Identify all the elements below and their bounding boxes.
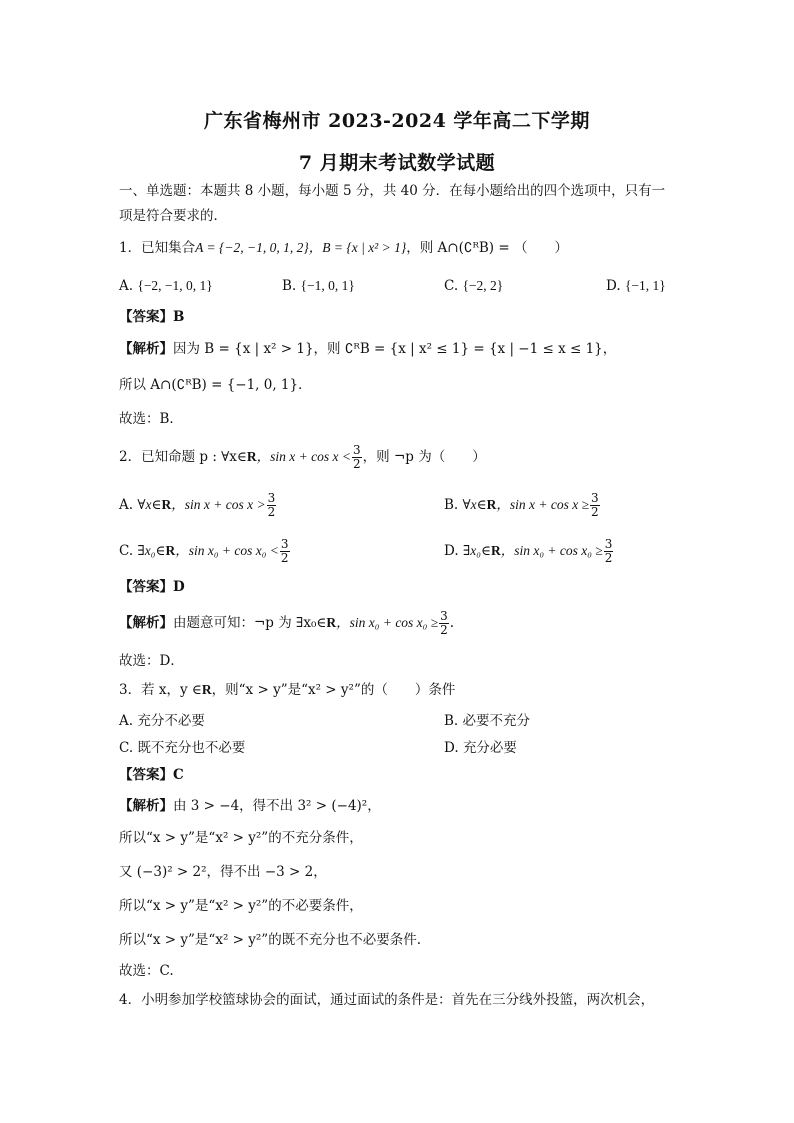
q1-set-b: ，B = {x | x² > 1} xyxy=(308,240,407,255)
quantifier: ∀x∈ xyxy=(462,497,487,512)
q2-option-b xyxy=(444,492,601,519)
option-text: 既不充分也不必要 xyxy=(137,740,246,756)
q3-answer: 【答案】C xyxy=(119,767,184,783)
document-title-line2: 7 月期末考试数学试题 xyxy=(298,152,496,174)
numerator: 3 xyxy=(591,491,599,505)
q1-option-b xyxy=(282,276,355,296)
q3-stem-part1: 3．若 x，y ∈ xyxy=(119,682,202,698)
denominator: 2 xyxy=(440,623,448,637)
option-key: A. xyxy=(119,278,134,294)
q3-option-a xyxy=(119,711,205,731)
option-key: C. xyxy=(444,278,459,294)
quantifier: ∀x∈ xyxy=(137,497,162,512)
option-key: D. xyxy=(444,543,459,559)
q2-analysis xyxy=(119,610,454,637)
q2-stem-prefix: 2．已知命题 p : ∀x∈ xyxy=(119,449,247,465)
real-set-symbol: R xyxy=(161,497,172,512)
q3-analysis-4: 所以“x > y”是“x² > y²”的不必要条件， xyxy=(119,898,363,914)
q1-option-c xyxy=(444,276,503,296)
numerator: 3 xyxy=(280,537,289,551)
quantifier: ∃x₀∈ xyxy=(137,543,166,558)
denominator: 2 xyxy=(280,551,289,565)
numerator: 3 xyxy=(604,537,613,551)
q3-stem xyxy=(119,680,455,700)
option-text: {−1, 0, 1} xyxy=(300,278,355,293)
denominator: 2 xyxy=(353,457,361,471)
q2-option-c xyxy=(119,538,291,565)
real-set-symbol: R xyxy=(486,497,497,512)
q1-option-d xyxy=(606,276,666,296)
q1-stem xyxy=(119,238,568,258)
option-text: {−1, 1} xyxy=(624,278,666,293)
fraction xyxy=(590,492,600,519)
analysis-label: 【解析】 xyxy=(119,615,173,631)
option-key: D. xyxy=(606,278,621,294)
option-expression: ，sin x₀ + cos x₀ ≥ xyxy=(500,543,603,558)
fraction xyxy=(439,610,449,637)
q3-analysis-1 xyxy=(119,796,381,816)
q2-option-d xyxy=(444,538,614,565)
q1-ask: ，则 A∩(∁ᴿB) = （ ） xyxy=(406,240,568,256)
q4-stem: 4．小明参加学校篮球协会的面试，通过面试的条件是：首先在三分线外投篮，两次机会， xyxy=(119,992,655,1008)
fraction xyxy=(280,538,290,565)
denominator: 2 xyxy=(591,505,599,519)
real-set-symbol: R xyxy=(201,682,212,697)
q1-conclusion: 故选：B． xyxy=(119,411,183,427)
option-expression: ，sin x + cos x ≥ xyxy=(496,497,590,512)
option-text: 充分必要 xyxy=(462,740,517,756)
fraction xyxy=(352,444,362,471)
q2-conclusion: 故选：D． xyxy=(119,653,184,669)
q1-stem-prefix: 1．已知集合 xyxy=(119,240,196,256)
option-expression: ，sin x₀ + cos x₀ < xyxy=(175,543,279,558)
option-text: {−2, −1, 0, 1} xyxy=(137,278,213,293)
q3-option-b xyxy=(444,711,530,731)
real-set-symbol: R xyxy=(165,543,176,558)
option-text: 充分不必要 xyxy=(137,713,205,729)
q1-option-a xyxy=(119,276,213,296)
analysis-text: 由 3 > −4，得不出 3² > (−4)²， xyxy=(173,798,381,814)
option-key: C. xyxy=(119,543,134,559)
analysis-expression: ，sin x₀ + cos x₀ ≥ xyxy=(336,615,439,630)
q1-set-a: A = {−2, −1, 0, 1, 2} xyxy=(195,240,309,255)
fraction xyxy=(604,538,614,565)
q2-stem xyxy=(119,444,486,471)
quantifier: ∃x₀∈ xyxy=(462,543,491,558)
q1-analysis-2: 所以 A∩(∁ᴿB) = {−1, 0, 1}． xyxy=(119,377,312,393)
real-set-symbol: R xyxy=(490,543,501,558)
section-intro-line1: 一、单选题：本题共 8 小题，每小题 5 分，共 40 分．在每小题给出的四个选项中，只有一 xyxy=(119,183,666,199)
q3-option-c xyxy=(119,738,245,758)
denominator: 2 xyxy=(267,505,276,519)
fraction xyxy=(267,492,277,519)
option-text: {−2, 2} xyxy=(462,278,504,293)
option-key: D. xyxy=(444,740,459,756)
q2-stem-mid: ，sin x + cos x < xyxy=(256,449,352,464)
option-key: A. xyxy=(119,713,134,729)
denominator: 2 xyxy=(604,551,613,565)
analysis-label: 【解析】 xyxy=(119,798,173,814)
option-key: B. xyxy=(444,497,459,513)
q3-analysis-5: 所以“x > y”是“x² > y²”的既不充分也不必要条件. xyxy=(119,932,421,948)
q1-answer: 【答案】B xyxy=(119,309,185,325)
q3-option-d xyxy=(444,738,517,758)
q1-analysis-1 xyxy=(119,339,616,359)
q3-conclusion: 故选：C. xyxy=(119,963,174,979)
analysis-text: 由题意可知：¬p 为 ∃x₀∈ xyxy=(173,615,327,631)
period: . xyxy=(449,615,455,631)
option-key: B. xyxy=(444,713,459,729)
option-key: B. xyxy=(282,278,297,294)
numerator: 3 xyxy=(440,609,448,623)
document-title-line1: 广东省梅州市 2023-2024 学年高二下学期 xyxy=(204,110,590,132)
q2-stem-end: ，则 ¬p 为（ ） xyxy=(362,449,486,465)
option-key: A. xyxy=(119,497,134,513)
q3-analysis-2: 所以“x > y”是“x² > y²”的不充分条件， xyxy=(119,830,363,846)
q3-analysis-3: 又 (−3)² > 2²，得不出 −3 > 2， xyxy=(119,864,327,880)
q2-answer: 【答案】D xyxy=(119,579,185,595)
numerator: 3 xyxy=(267,491,276,505)
option-text: 必要不充分 xyxy=(462,713,531,729)
option-expression: ，sin x + cos x > xyxy=(171,497,266,512)
section-intro-line2: 项是符合要求的． xyxy=(119,208,227,224)
real-set-symbol: R xyxy=(326,615,337,630)
option-key: C. xyxy=(119,740,134,756)
q3-stem-part2: ，则“x > y”是“x² > y²”的（ ）条件 xyxy=(211,682,456,698)
analysis-label: 【解析】 xyxy=(119,341,173,357)
analysis-text: 因为 B = {x | x² > 1}，则 ∁ᴿB = {x | x² ≤ 1} = {x | −1 ≤ x ≤ 1}， xyxy=(173,341,617,357)
real-set-symbol: R xyxy=(246,449,257,464)
q2-option-a xyxy=(119,492,277,519)
numerator: 3 xyxy=(353,443,361,457)
